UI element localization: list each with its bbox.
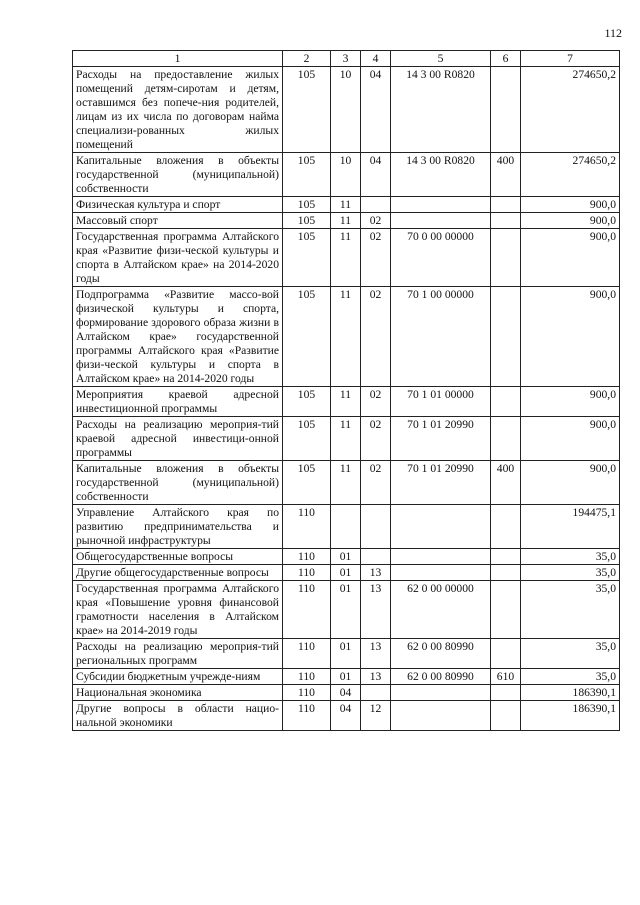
subsection-code-cell: 02 <box>361 213 391 229</box>
ministry-code-cell: 110 <box>283 701 331 731</box>
expense-type-code-cell <box>491 417 521 461</box>
table-row <box>73 565 620 581</box>
table-row <box>73 417 620 461</box>
section-code-cell: 11 <box>331 417 361 461</box>
target-item-code-cell <box>391 197 491 213</box>
section-code-cell: 01 <box>331 581 361 639</box>
amount-cell: 35,0 <box>521 565 620 581</box>
section-code-cell: 11 <box>331 229 361 287</box>
row-name-cell: Управление Алтайского края по развитию предпринимательства и рыночной инфраструктуры <box>73 505 283 549</box>
row-name-cell: Общегосударственные вопросы <box>73 549 283 565</box>
expense-type-code-cell <box>491 639 521 669</box>
subsection-code-cell: 04 <box>361 153 391 197</box>
target-item-code-cell: 70 0 00 00000 <box>391 229 491 287</box>
row-name-cell: Другие общегосударственные вопросы <box>73 565 283 581</box>
expense-type-code-cell <box>491 565 521 581</box>
expense-type-code-cell <box>491 581 521 639</box>
target-item-code-cell: 70 1 01 00000 <box>391 387 491 417</box>
row-name-cell: Мероприятия краевой адресной инвестиционной программы <box>73 387 283 417</box>
expense-type-code-cell <box>491 685 521 701</box>
section-code-cell: 01 <box>331 565 361 581</box>
table-row <box>73 153 620 197</box>
table-row <box>73 197 620 213</box>
section-code-cell: 04 <box>331 701 361 731</box>
table-row <box>73 229 620 287</box>
ministry-code-cell: 105 <box>283 287 331 387</box>
column-header: 3 <box>331 51 361 67</box>
subsection-code-cell: 13 <box>361 669 391 685</box>
table-row <box>73 669 620 685</box>
column-header: 7 <box>521 51 620 67</box>
amount-cell: 900,0 <box>521 461 620 505</box>
row-name-cell: Массовый спорт <box>73 213 283 229</box>
section-code-cell: 11 <box>331 197 361 213</box>
amount-cell: 274650,2 <box>521 153 620 197</box>
expense-type-code-cell <box>491 387 521 417</box>
ministry-code-cell: 105 <box>283 153 331 197</box>
subsection-code-cell <box>361 505 391 549</box>
row-name-cell: Государственная программа Алтайского края «Повышение уровня финансовой грамотности населения в Алтайском крае» на 2014-2019 годы <box>73 581 283 639</box>
section-code-cell: 11 <box>331 213 361 229</box>
amount-cell: 194475,1 <box>521 505 620 549</box>
target-item-code-cell <box>391 701 491 731</box>
ministry-code-cell: 110 <box>283 581 331 639</box>
row-name-cell: Национальная экономика <box>73 685 283 701</box>
amount-cell: 900,0 <box>521 229 620 287</box>
section-code-cell: 01 <box>331 669 361 685</box>
ministry-code-cell: 105 <box>283 387 331 417</box>
amount-cell: 35,0 <box>521 581 620 639</box>
amount-cell: 900,0 <box>521 387 620 417</box>
subsection-code-cell: 02 <box>361 287 391 387</box>
amount-cell: 35,0 <box>521 639 620 669</box>
section-code-cell: 01 <box>331 639 361 669</box>
target-item-code-cell: 62 0 00 80990 <box>391 669 491 685</box>
column-header: 4 <box>361 51 391 67</box>
column-header: 2 <box>283 51 331 67</box>
column-header: 1 <box>73 51 283 67</box>
column-header: 6 <box>491 51 521 67</box>
ministry-code-cell: 105 <box>283 229 331 287</box>
subsection-code-cell <box>361 197 391 213</box>
target-item-code-cell: 14 3 00 R0820 <box>391 67 491 153</box>
amount-cell: 900,0 <box>521 417 620 461</box>
row-name-cell: Капитальные вложения в объекты государственной (муниципальной) собственности <box>73 461 283 505</box>
row-name-cell: Государственная программа Алтайского края «Развитие физи-ческой культуры и спорта в Алтайском крае» на 2014-2020 годы <box>73 229 283 287</box>
ministry-code-cell: 110 <box>283 565 331 581</box>
amount-cell: 35,0 <box>521 669 620 685</box>
table-header-row <box>73 51 620 67</box>
section-code-cell: 10 <box>331 67 361 153</box>
expense-type-code-cell <box>491 701 521 731</box>
amount-cell: 274650,2 <box>521 67 620 153</box>
row-name-cell: Расходы на реализацию мероприя-тий региональных программ <box>73 639 283 669</box>
ministry-code-cell: 105 <box>283 461 331 505</box>
row-name-cell: Расходы на реализацию мероприя-тий краевой адресной инвестици-онной программы <box>73 417 283 461</box>
table-row <box>73 461 620 505</box>
target-item-code-cell <box>391 213 491 229</box>
row-name-cell: Другие вопросы в области нацио-нальной экономики <box>73 701 283 731</box>
table-row <box>73 639 620 669</box>
section-code-cell: 11 <box>331 461 361 505</box>
expense-type-code-cell <box>491 229 521 287</box>
ministry-code-cell: 110 <box>283 685 331 701</box>
expense-type-code-cell <box>491 67 521 153</box>
section-code-cell: 10 <box>331 153 361 197</box>
table-row <box>73 581 620 639</box>
subsection-code-cell: 12 <box>361 701 391 731</box>
table-row <box>73 67 620 153</box>
subsection-code-cell <box>361 685 391 701</box>
target-item-code-cell: 70 1 01 20990 <box>391 417 491 461</box>
amount-cell: 35,0 <box>521 549 620 565</box>
row-name-cell: Подпрограмма «Развитие массо-вой физической культуры и спорта, формирование здорового образа жизни в Алтайском крае» государственной программы Алтайского края «Развитие физи-ческой культуры и спорта в Алтайском крае» на 2014-2020 годы <box>73 287 283 387</box>
section-code-cell: 01 <box>331 549 361 565</box>
budget-table <box>72 50 620 731</box>
subsection-code-cell: 13 <box>361 581 391 639</box>
target-item-code-cell <box>391 549 491 565</box>
target-item-code-cell <box>391 505 491 549</box>
table-row <box>73 685 620 701</box>
amount-cell: 186390,1 <box>521 685 620 701</box>
table-row <box>73 287 620 387</box>
subsection-code-cell: 02 <box>361 417 391 461</box>
expense-type-code-cell <box>491 549 521 565</box>
amount-cell: 186390,1 <box>521 701 620 731</box>
target-item-code-cell <box>391 685 491 701</box>
ministry-code-cell: 110 <box>283 549 331 565</box>
expense-type-code-cell: 400 <box>491 153 521 197</box>
target-item-code-cell: 14 3 00 R0820 <box>391 153 491 197</box>
section-code-cell: 11 <box>331 387 361 417</box>
expense-type-code-cell <box>491 197 521 213</box>
table-row <box>73 387 620 417</box>
table-row <box>73 505 620 549</box>
expense-type-code-cell: 610 <box>491 669 521 685</box>
target-item-code-cell: 62 0 00 80990 <box>391 639 491 669</box>
amount-cell: 900,0 <box>521 287 620 387</box>
ministry-code-cell: 105 <box>283 213 331 229</box>
amount-cell: 900,0 <box>521 213 620 229</box>
ministry-code-cell: 105 <box>283 67 331 153</box>
table-row <box>73 701 620 731</box>
row-name-cell: Капитальные вложения в объекты государственной (муниципальной) собственности <box>73 153 283 197</box>
expense-type-code-cell <box>491 213 521 229</box>
target-item-code-cell: 70 1 01 20990 <box>391 461 491 505</box>
row-name-cell: Субсидии бюджетным учрежде-ниям <box>73 669 283 685</box>
target-item-code-cell: 62 0 00 00000 <box>391 581 491 639</box>
row-name-cell: Физическая культура и спорт <box>73 197 283 213</box>
target-item-code-cell: 70 1 00 00000 <box>391 287 491 387</box>
ministry-code-cell: 110 <box>283 639 331 669</box>
ministry-code-cell: 105 <box>283 197 331 213</box>
subsection-code-cell: 02 <box>361 387 391 417</box>
table-row <box>73 549 620 565</box>
section-code-cell: 04 <box>331 685 361 701</box>
amount-cell: 900,0 <box>521 197 620 213</box>
ministry-code-cell: 105 <box>283 417 331 461</box>
subsection-code-cell: 13 <box>361 639 391 669</box>
expense-type-code-cell <box>491 287 521 387</box>
ministry-code-cell: 110 <box>283 505 331 549</box>
subsection-code-cell: 02 <box>361 229 391 287</box>
subsection-code-cell: 04 <box>361 67 391 153</box>
section-code-cell: 11 <box>331 287 361 387</box>
page-number: 112 <box>604 26 622 40</box>
ministry-code-cell: 110 <box>283 669 331 685</box>
expense-type-code-cell <box>491 505 521 549</box>
section-code-cell <box>331 505 361 549</box>
target-item-code-cell <box>391 565 491 581</box>
column-header: 5 <box>391 51 491 67</box>
row-name-cell: Расходы на предоставление жилых помещений детям-сиротам и детям, оставшимся без попече-ния родителей, лицам из их числа по договорам найма специализи-рованных жилых помещений <box>73 67 283 153</box>
subsection-code-cell: 02 <box>361 461 391 505</box>
subsection-code-cell: 13 <box>361 565 391 581</box>
subsection-code-cell <box>361 549 391 565</box>
table-row <box>73 213 620 229</box>
expense-type-code-cell: 400 <box>491 461 521 505</box>
